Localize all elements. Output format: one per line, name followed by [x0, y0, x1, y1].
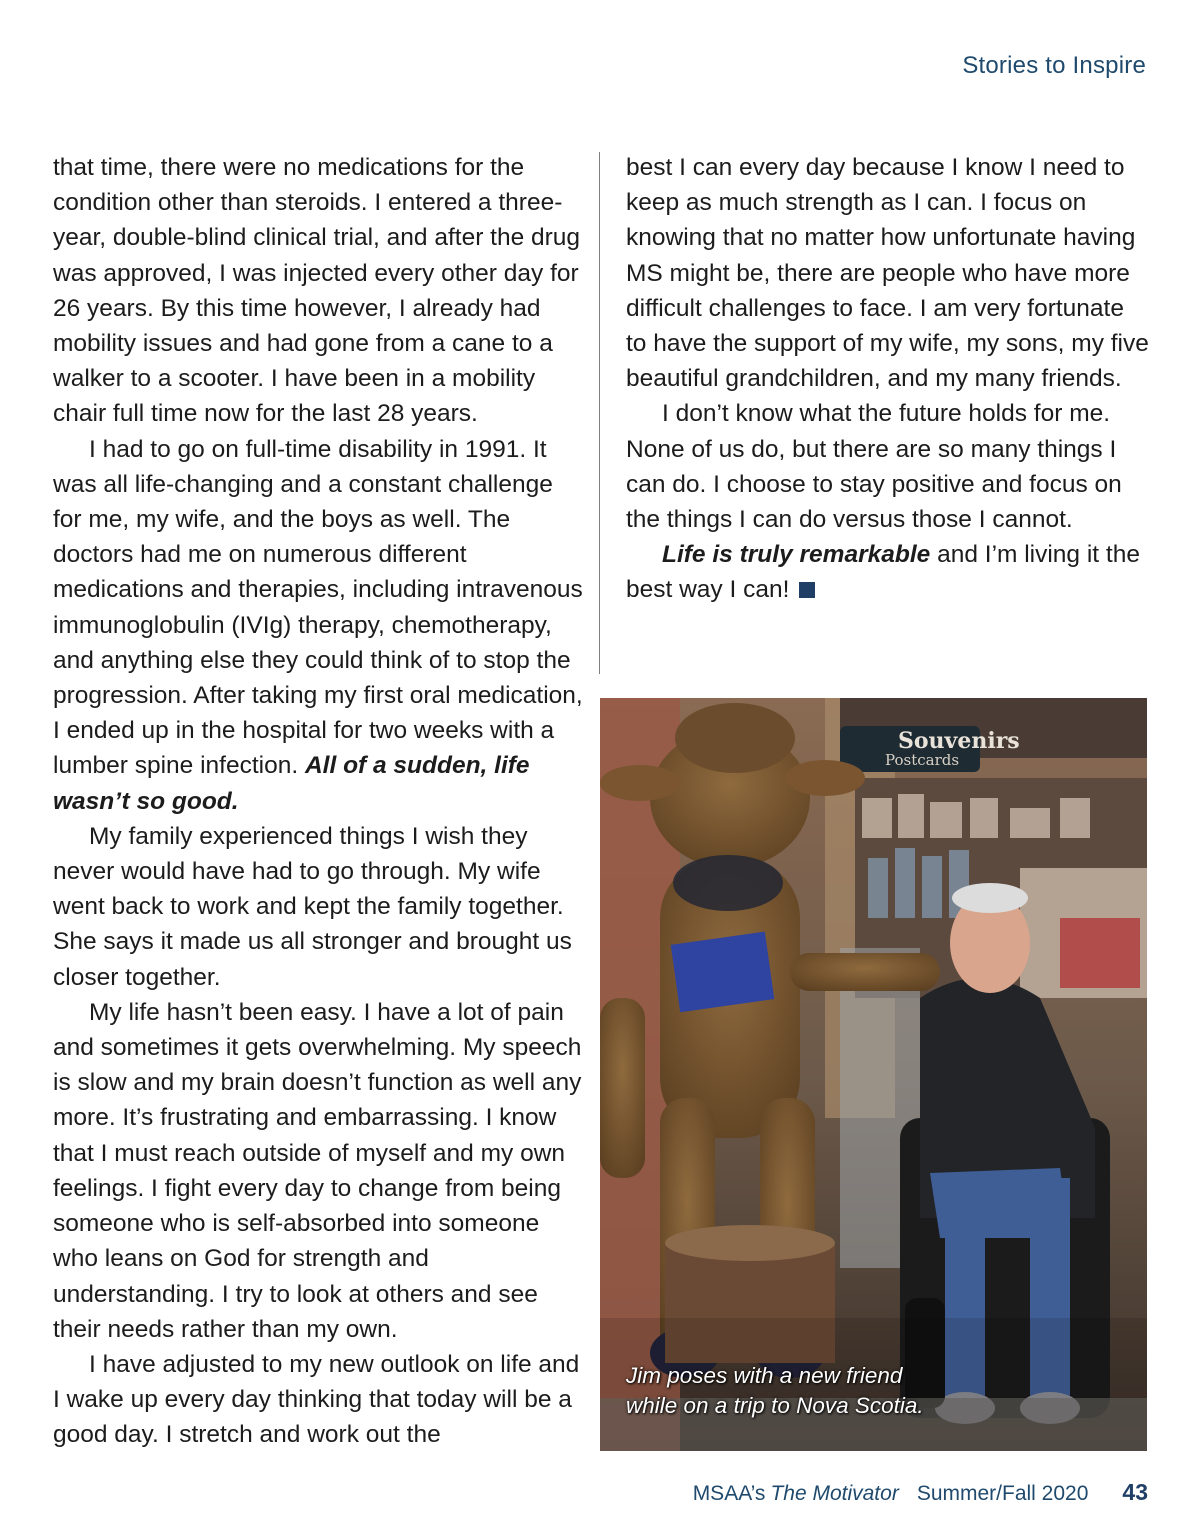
caption-line-1: Jim poses with a new friend [626, 1363, 903, 1388]
paragraph: that time, there were no medications for the condition other than steroids. I entered a three-year, double-blind clinical trial, and after the drug was approved, I was injected every other day for 26 years. By this time however, I already had mobility issues and had gone from a cane to a walker to a scooter. I have been in a mobility chair full time now for the last 28 years. [53, 154, 581, 428]
photo-caption [626, 1361, 924, 1421]
paragraph-text: I had to go on full-time disability in 1991. It was all life-changing and a constant challenge for me, my wife, and the boys as well. The doctors had me on numerous different medications and therapies, including intravenous immunoglobulin (IVIg) therapy, chemotherapy, and anything else they could think of to stop the progression. After taking my first oral medication, I ended up in the hospital for two weeks with a lumber spine infection. [53, 435, 583, 780]
footer-publisher: MSAA’s [692, 1482, 766, 1505]
sign-souvenirs: Souvenirs [898, 728, 1020, 754]
article-column-right [626, 150, 1151, 608]
section-header: Stories to Inspire [962, 52, 1146, 79]
footer-issue: Summer/Fall 2020 [916, 1482, 1089, 1505]
article-column-left [53, 150, 583, 1453]
paragraph: best I can every day because I know I need to keep as much strength as I can. I focus on knowing that no matter how unfortunate having MS might be, there are people who have more difficult challenges to face. I am very fortunate to have the support of my wife, my sons, my five beautiful grandchildren, and my many friends. [626, 154, 1149, 393]
paragraph: My life hasn’t been easy. I have a lot of pain and sometimes it gets overwhelming. My speech is slow and my brain doesn’t function as well any more. It’s frustrating and embarrassing. I know that I must reach outside of myself and my own feelings. I fight every day to change from being someone who is self-absorbed into someone who leans on God for strength and understanding. I try to look at others and see their needs rather than my own. [53, 998, 582, 1343]
paragraph [53, 432, 583, 819]
emphasis-text: All of a sudden, life wasn’t so good. [53, 752, 530, 815]
paragraph: My family experienced things I wish they never would have had to go through. My wife went back to work and kept the family together. She says it made us all stronger and brought us closer together. [53, 822, 572, 991]
page-number: 43 [1122, 1479, 1148, 1505]
sign-postcards: Postcards [885, 751, 960, 769]
caption-line-2: while on a trip to Nova Scotia. [626, 1393, 924, 1418]
column-divider [599, 152, 600, 674]
paragraph-text: and I’m living it the best way I can! [626, 541, 1140, 604]
emphasis-text: Life is truly remarkable [662, 541, 931, 569]
page-footer [693, 1479, 1148, 1506]
footer-publication: The Motivator [770, 1482, 899, 1505]
paragraph: I don’t know what the future holds for me. None of us do, but there are so many things I can do. I choose to stay positive and focus on the things I can do versus those I cannot. [626, 400, 1122, 534]
paragraph [626, 537, 1151, 607]
article-photo [600, 698, 1147, 1451]
photo-illustration [600, 698, 1147, 1451]
end-of-article-icon [799, 582, 815, 598]
paragraph: I have adjusted to my new outlook on life and I wake up every day thinking that today will be a good day. I stretch and work out the [53, 1350, 580, 1449]
